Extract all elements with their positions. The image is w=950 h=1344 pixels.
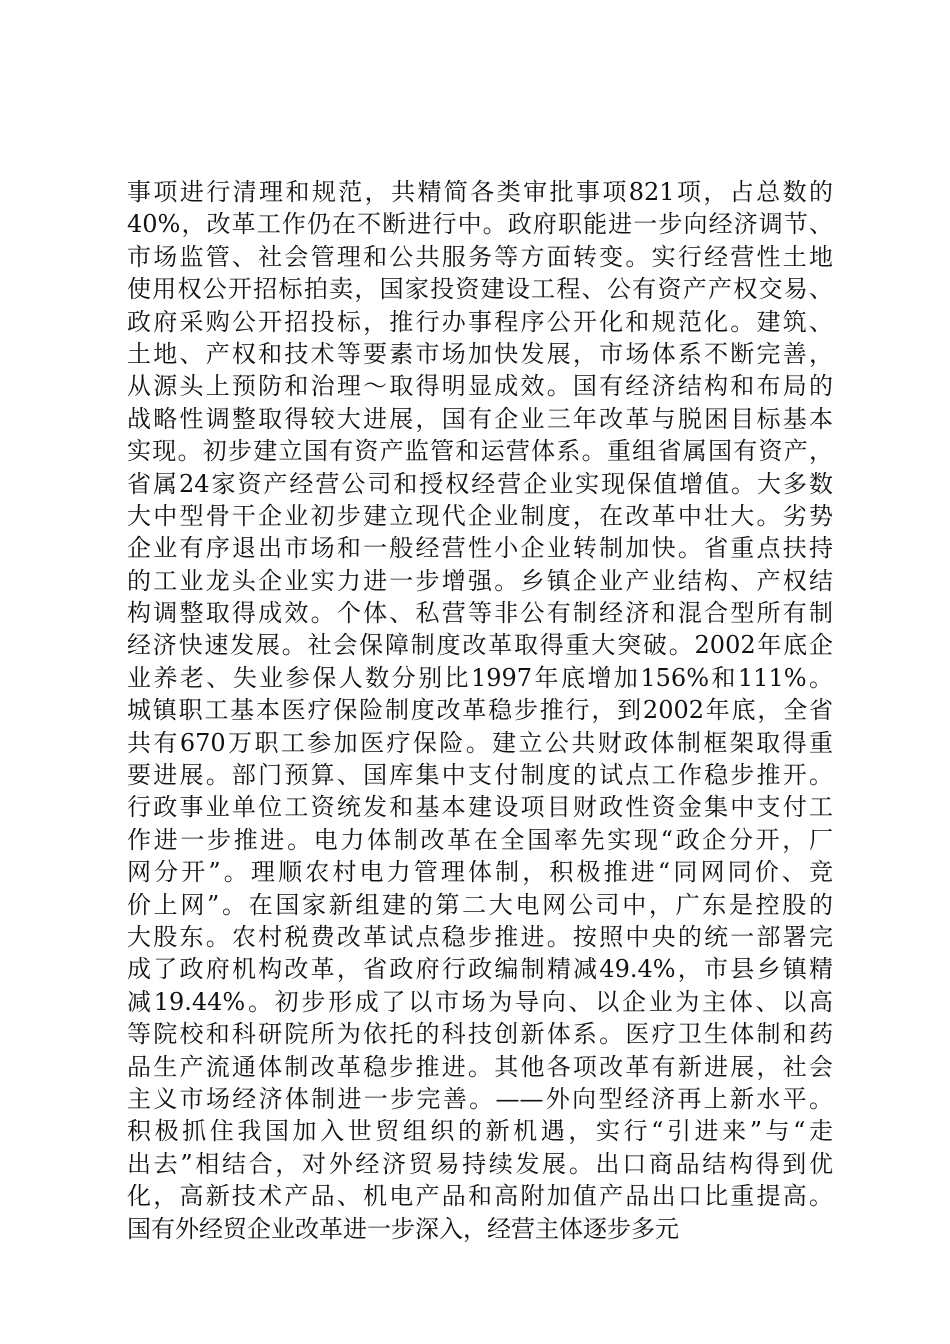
- text-line-17: 城镇职工基本医疗保险制度改革稳步推行，到2002年底，全省: [127, 696, 833, 725]
- text-line-23: 价上网”。在国家新组建的第二大电网公司中，广东是控股的: [127, 890, 833, 919]
- body-text: [127, 176, 833, 1245]
- text-line-13: 的工业龙头企业实力进一步增强。乡镇企业产业结构、产权结: [127, 566, 833, 595]
- text-line-29: 主义市场经济体制进一步完善。——外向型经济再上新水平。: [127, 1084, 833, 1113]
- text-line-33: 国有外经贸企业改革进一步深入，经营主体逐步多元: [127, 1214, 679, 1243]
- text-line-2: 40%，改革工作仍在不断进行中。政府职能进一步向经济调节、: [127, 210, 833, 239]
- text-line-3: 市场监管、社会管理和公共服务等方面转变。实行经营性土地: [127, 242, 833, 271]
- text-line-4: 使用权公开招标拍卖，国家投资建设工程、公有资产产权交易、: [127, 275, 833, 304]
- text-line-8: 战略性调整取得较大进展，国有企业三年改革与脱困目标基本: [127, 404, 833, 433]
- text-line-1: 事项进行清理和规范，共精简各类审批事项821项，占总数的: [127, 178, 833, 206]
- text-line-21: 作进一步推进。电力体制改革在全国率先实现“政企分开，厂: [127, 825, 833, 854]
- text-line-28: 品生产流通体制改革稳步推进。其他各项改革有新进展，社会: [127, 1052, 833, 1081]
- text-line-9: 实现。初步建立国有资产监管和运营体系。重组省属国有资产，: [127, 437, 833, 466]
- text-line-6: 土地、产权和技术等要素市场加快发展，市场体系不断完善，: [127, 339, 833, 368]
- text-line-11: 大中型骨干企业初步建立现代企业制度，在改革中壮大。劣势: [127, 501, 833, 530]
- text-line-27: 等院校和科研院所为依托的科技创新体系。医疗卫生体制和药: [127, 1020, 833, 1049]
- text-line-24: 大股东。农村税费改革试点稳步推进。按照中央的统一部署完: [127, 922, 833, 951]
- text-line-7: 从源头上预防和治理～取得明显成效。国有经济结构和布局的: [127, 372, 833, 401]
- text-line-15: 经济快速发展。社会保障制度改革取得重大突破。2002年底企: [127, 631, 833, 660]
- text-line-19: 要进展。部门预算、国库集中支付制度的试点工作稳步推开。: [127, 761, 833, 790]
- text-line-10: 省属24家资产经营公司和授权经营企业实现保值增值。大多数: [127, 469, 833, 498]
- text-line-14: 构调整取得成效。个体、私营等非公有制经济和混合型所有制: [127, 599, 833, 628]
- text-line-16: 业养老、失业参保人数分别比1997年底增加156%和111%。: [127, 663, 833, 692]
- text-line-31: 出去”相结合，对外经济贸易持续发展。出口商品结构得到优: [127, 1149, 833, 1178]
- text-line-12: 企业有序退出市场和一般经营性小企业转制加快。省重点扶持: [127, 534, 833, 563]
- text-line-22: 网分开”。理顺农村电力管理体制，积极推进“同网同价、竞: [127, 858, 833, 887]
- text-line-26: 减19.44%。初步形成了以市场为导向、以企业为主体、以高: [127, 987, 833, 1016]
- text-line-20: 行政事业单位工资统发和基本建设项目财政性资金集中支付工: [127, 793, 833, 822]
- text-line-32: 化，高新技术产品、机电产品和高附加值产品出口比重提高。: [127, 1182, 833, 1211]
- text-line-5: 政府采购公开招投标，推行办事程序公开化和规范化。建筑、: [127, 307, 833, 336]
- text-line-18: 共有670万职工参加医疗保险。建立公共财政体制框架取得重: [127, 728, 833, 757]
- text-line-30: 积极抓住我国加入世贸组织的新机遇，实行“引进来”与“走: [127, 1117, 833, 1146]
- text-line-25: 成了政府机构改革，省政府行政编制精减49.4%，市县乡镇精: [127, 955, 833, 984]
